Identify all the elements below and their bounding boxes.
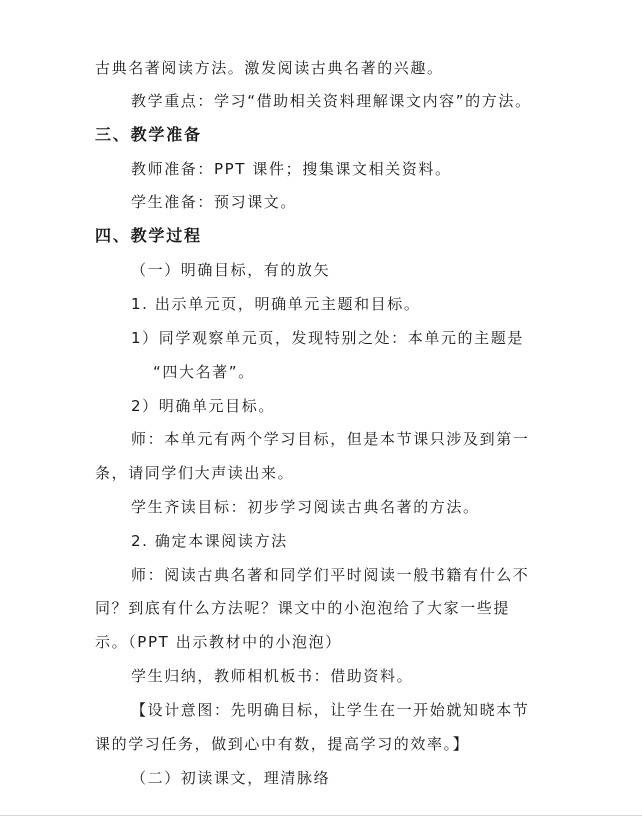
design-note-line-2: 课的学习任务，做到心中有数，提高学习的效率。】	[95, 735, 470, 753]
text-line-9: 1）同学观察单元页，发现特别之处：本单元的主题是	[131, 329, 524, 347]
text-line-18: 示。（PPT 出示教材中的小泡泡）	[95, 633, 342, 651]
text-line-15: 2. 确定本课阅读方法	[131, 532, 288, 550]
text-line-13: 条，请同学们大声读出来。	[95, 464, 295, 482]
page-bottom-divider	[0, 815, 642, 816]
text-line-16: 师：阅读古典名著和同学们平时阅读一般书籍有什么不	[131, 566, 530, 584]
text-line-5: 学生准备：预习课文。	[131, 193, 298, 211]
text-line-14: 学生齐读目标：初步学习阅读古典名著的方法。	[131, 498, 480, 516]
text-line-10: “四大名著”。	[153, 363, 255, 381]
section-heading-4: 四、教学过程	[95, 226, 202, 245]
text-line-11: 2）明确单元目标。	[131, 397, 275, 415]
subsection-heading-2: （二）初读课文，理清脉络	[131, 769, 331, 787]
design-note-line-1: 【设计意图：先明确目标，让学生在一开始就知晓本节	[131, 701, 530, 719]
section-heading-3: 三、教学准备	[95, 125, 202, 144]
text-line-1: 古典名著阅读方法。激发阅读古典名著的兴趣。	[95, 59, 444, 77]
text-line-4: 教师准备：PPT 课件；搜集课文相关资料。	[131, 160, 452, 178]
text-line-17: 同？到底有什么方法呢？课文中的小泡泡给了大家一些提	[95, 599, 511, 617]
text-line-12: 师：本单元有两个学习目标，但是本节课只涉及到第一	[131, 430, 530, 448]
text-line-2: 教学重点：学习“借助相关资料理解课文内容”的方法。	[131, 92, 532, 110]
subsection-heading-1: （一）明确目标，有的放矢	[131, 261, 331, 279]
text-line-8: 1. 出示单元页，明确单元主题和目标。	[131, 295, 421, 313]
text-line-19: 学生归纳，教师相机板书：借助资料。	[131, 667, 414, 685]
